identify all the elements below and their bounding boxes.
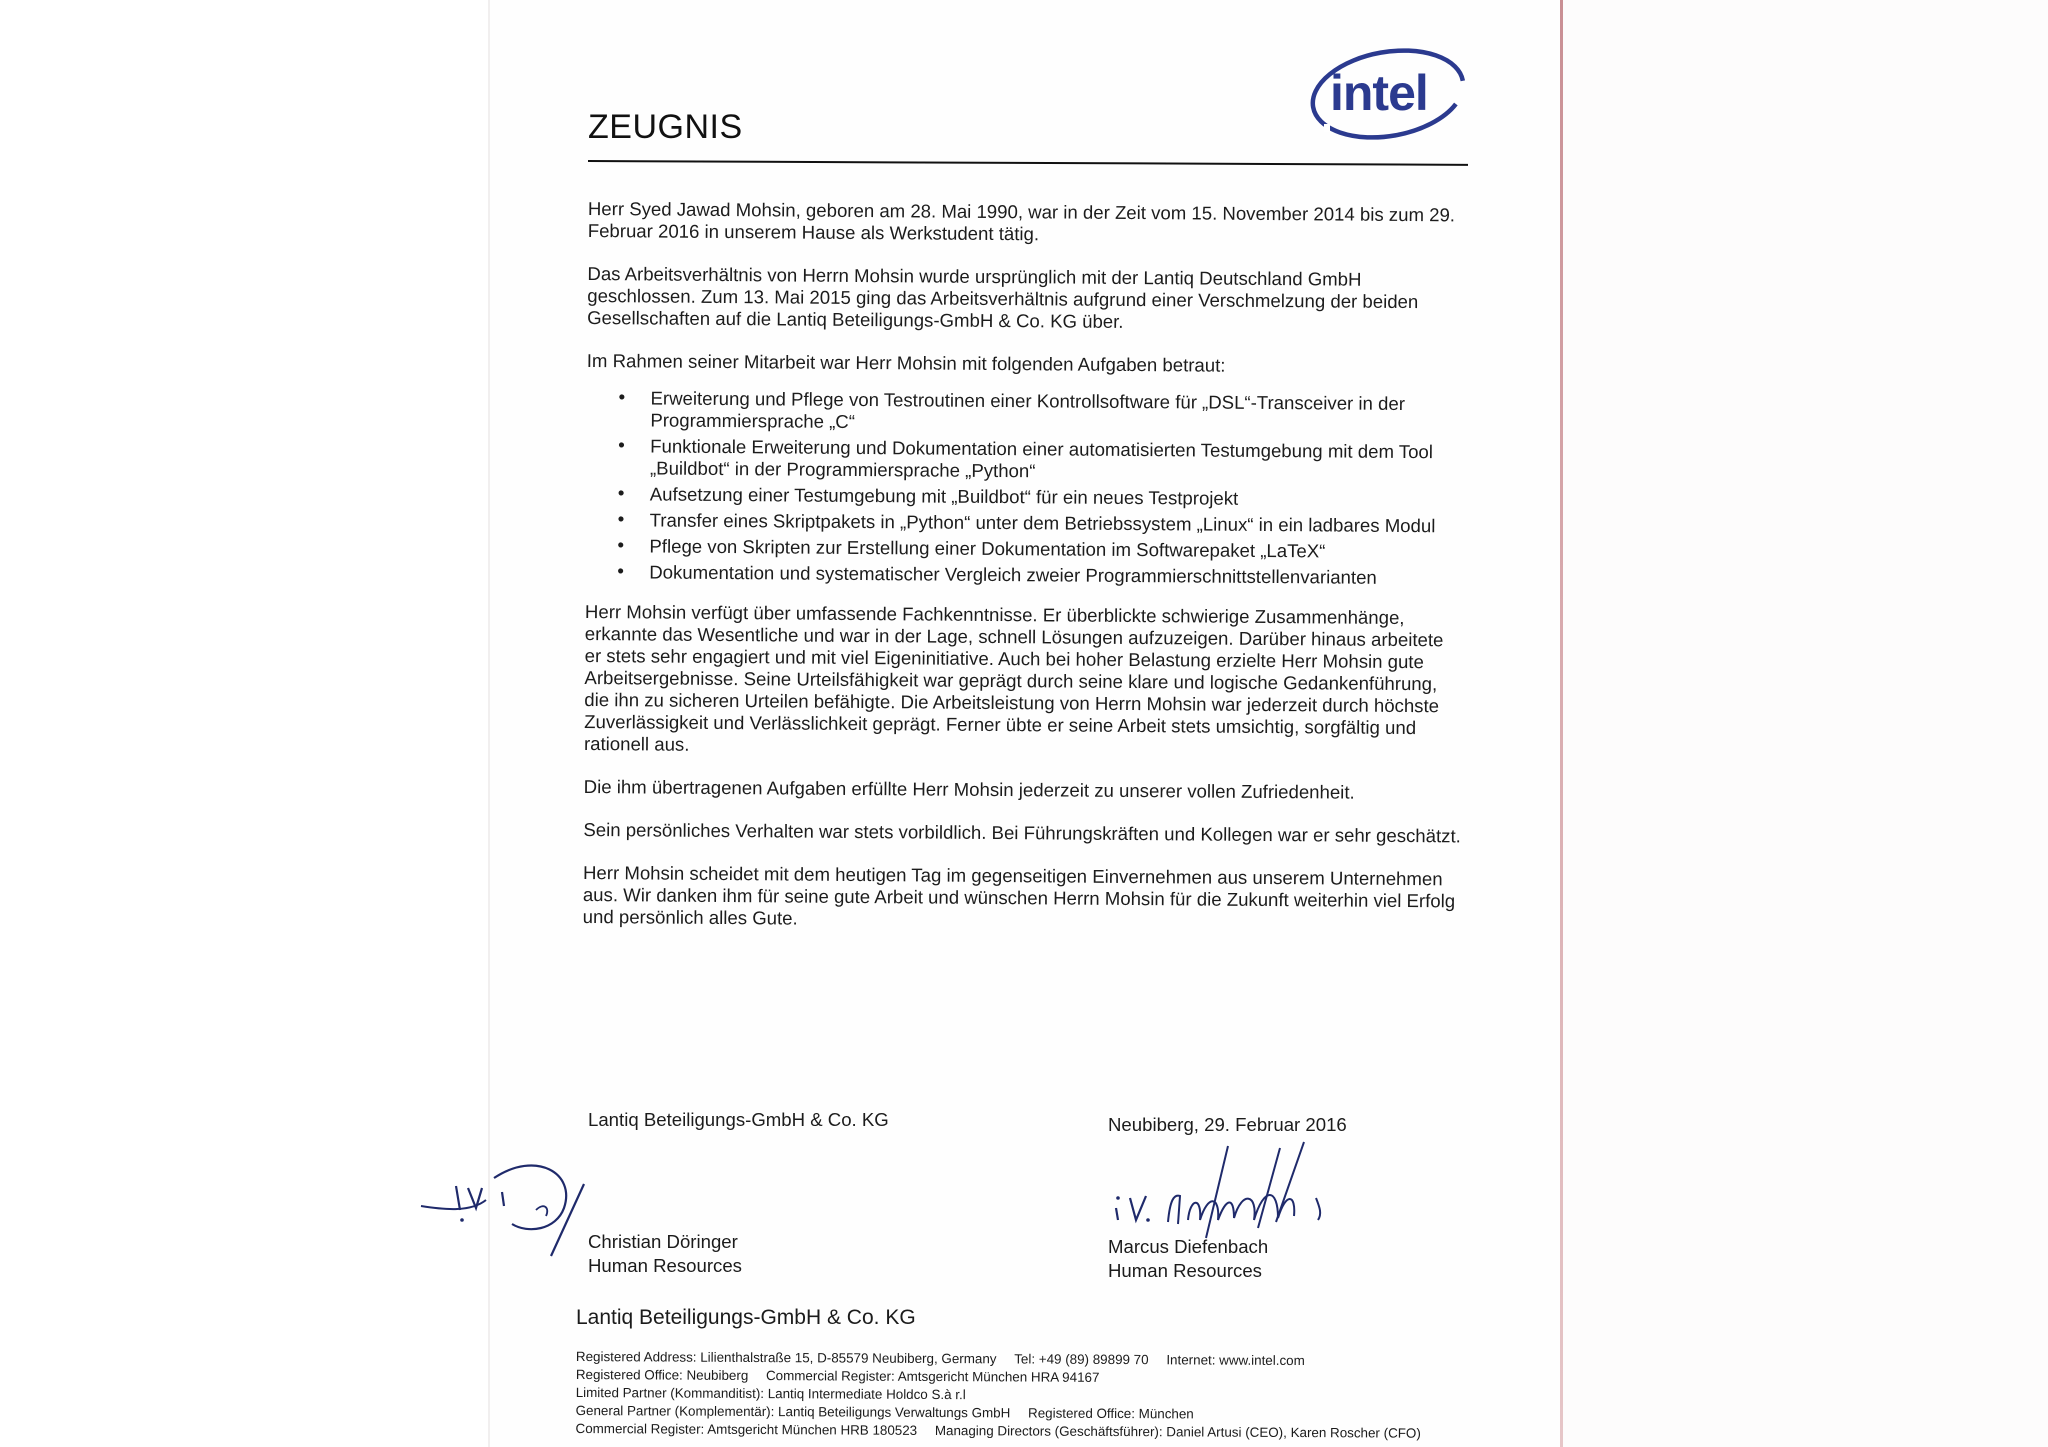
- task-list: [585, 387, 1466, 589]
- assessment-paragraphs: [583, 601, 1465, 934]
- list-item: • Transfer eines Skriptpakets in „Python“ unter dem Betriebssystem „Linux“ in ein ladbares Modul: [618, 509, 1466, 537]
- list-item: • Pflege von Skripten zur Erstellung einer Dokumentation im Softwarepaket „LaTeX“: [617, 535, 1465, 563]
- paragraph-intro: Herr Syed Jawad Mohsin, geboren am 28. Mai 1990, war in der Zeit vom 15. November 2014 bis zum 29. Februar 2016 in unserem Hause als Werkstudent tätig.: [587, 198, 1456, 245]
- signatory-right-name: Marcus Diefenbach: [1108, 1236, 1269, 1257]
- signatory-left-role: Human Resources: [588, 1255, 742, 1276]
- handwritten-signature-left: [416, 1148, 606, 1258]
- legal-directors: Managing Directors (Geschäftsführer): Daniel Artusi (CEO), Karen Roscher (CFO): [934, 1423, 1421, 1441]
- footer-company: Lantiq Beteiligungs-GmbH & Co. KG: [576, 1306, 916, 1329]
- legal-register: Commercial Register: Amtsgericht München HRA 94167: [765, 1368, 1100, 1385]
- certificate-page: [488, 0, 1560, 1447]
- signatory-left: [588, 1230, 742, 1278]
- title-underline: [588, 160, 1468, 166]
- legal-address: Registered Address: Lilienthalstraße 15, D-85579 Neubiberg, Germany: [575, 1349, 997, 1367]
- legal-limited-partner: Limited Partner (Kommanditist): Lantiq Intermediate Holdco S.à r.l: [575, 1384, 966, 1403]
- intel-logo: [1308, 42, 1468, 148]
- paragraph-assessment: Herr Mohsin verfügt über umfassende Fachkenntnisse. Er überblickte schwierige Zusammenhänge, erkannte das Wesentliche und war in der Lage, schnell Lösungen aufzuzeigen. Darüber hinaus arbeitete er stets sehr engagiert und mit viel Eigeninitiative. Auch bei hoher Belastung erzielte Herr Mohsin gute Arbeitsergebnisse. Seine Urteilsfähigkeit war geprägt durch seine klare und logische Gedankenführung, die ihn zu sicheren Urteilen befähigte. Die Arbeitsleistung von Herrn Mohsin war jederzeit durch höchste Zuverlässigkeit und Verlässlichkeit geprägt. Ferner übte er seine Arbeit stets umsichtig, sorgfältig und rationell aus.: [583, 600, 1444, 755]
- signature-company: Lantiq Beteiligungs-GmbH & Co. KG: [588, 1109, 889, 1130]
- handwritten-signature-right: [1108, 1138, 1388, 1248]
- intro-paragraphs: [587, 198, 1468, 378]
- certificate-body: [582, 198, 1467, 955]
- logo-wordmark: intel: [1330, 65, 1428, 121]
- background-edge: [1560, 0, 2048, 1447]
- list-item: • Erweiterung und Pflege von Testroutinen einer Kontrollsoftware für „DSL“-Transceiver in der Programmiersprache „C“: [618, 387, 1466, 437]
- paragraph-farewell: Herr Mohsin scheidet mit dem heutigen Tag im gegenseitigen Einvernehmen aus unserem Unternehmen aus. Wir danken ihm für seine gute Arbeit und wünschen Herrn Mohsin für die Zukunft weiterhin viel Erfolg und persönlich alles Gute.: [582, 861, 1456, 929]
- list-item: • Dokumentation und systematischer Vergleich zweier Programmierschnittstellenvarianten: [617, 561, 1465, 589]
- legal-gp-register: Commercial Register: Amtsgericht München HRB 180523: [575, 1420, 918, 1438]
- legal-gp-office: Registered Office: München: [1028, 1405, 1194, 1422]
- legal-line: [575, 1420, 1475, 1443]
- signature-place-date: Neubiberg, 29. Februar 2016: [1108, 1114, 1347, 1135]
- paragraph-tasks-lead: Im Rahmen seiner Mitarbeit war Herr Mohsin mit folgenden Aufgaben betraut:: [586, 349, 1226, 376]
- list-item: • Funktionale Erweiterung und Dokumentation einer automatisierten Testumgebung mit dem Tool „Buildbot“ in der Programmiersprache „Python“: [618, 435, 1466, 485]
- signatory-left-name: Christian Döringer: [588, 1231, 738, 1252]
- paragraph-conduct: Sein persönliches Verhalten war stets vorbildlich. Bei Führungskräften und Kollegen war er sehr geschätzt.: [583, 818, 1461, 847]
- legal-website: Internet: www.intel.com: [1166, 1352, 1305, 1369]
- legal-phone: Tel: +49 (89) 89899 70: [1014, 1351, 1149, 1368]
- list-item: • Aufsetzung einer Testumgebung mit „Buildbot“ für ein neues Testprojekt: [618, 483, 1466, 511]
- signatory-right: [1108, 1235, 1268, 1283]
- signatory-right-role: Human Resources: [1108, 1260, 1262, 1281]
- paragraph-employment: Das Arbeitsverhältnis von Herrn Mohsin wurde ursprünglich mit der Lantiq Deutschland GmbH geschlossen. Zum 13. Mai 2015 ging das Arbeitsverhältnis aufgrund einer Verschmelzung der beiden Gesellschaften auf die Lantiq Beteiligungs-GmbH & Co. KG über.: [587, 262, 1419, 332]
- legal-general-partner: General Partner (Komplementär): Lantiq Beteiligungs Verwaltungs GmbH: [575, 1402, 1011, 1421]
- legal-footer: [575, 1348, 1475, 1443]
- document-title: ZEUGNIS: [588, 108, 743, 146]
- legal-office: Registered Office: Neubiberg: [575, 1366, 749, 1383]
- paragraph-satisfaction: Die ihm übertragenen Aufgaben erfüllte Herr Mohsin jederzeit zu unserer vollen Zufriedenheit.: [583, 775, 1355, 803]
